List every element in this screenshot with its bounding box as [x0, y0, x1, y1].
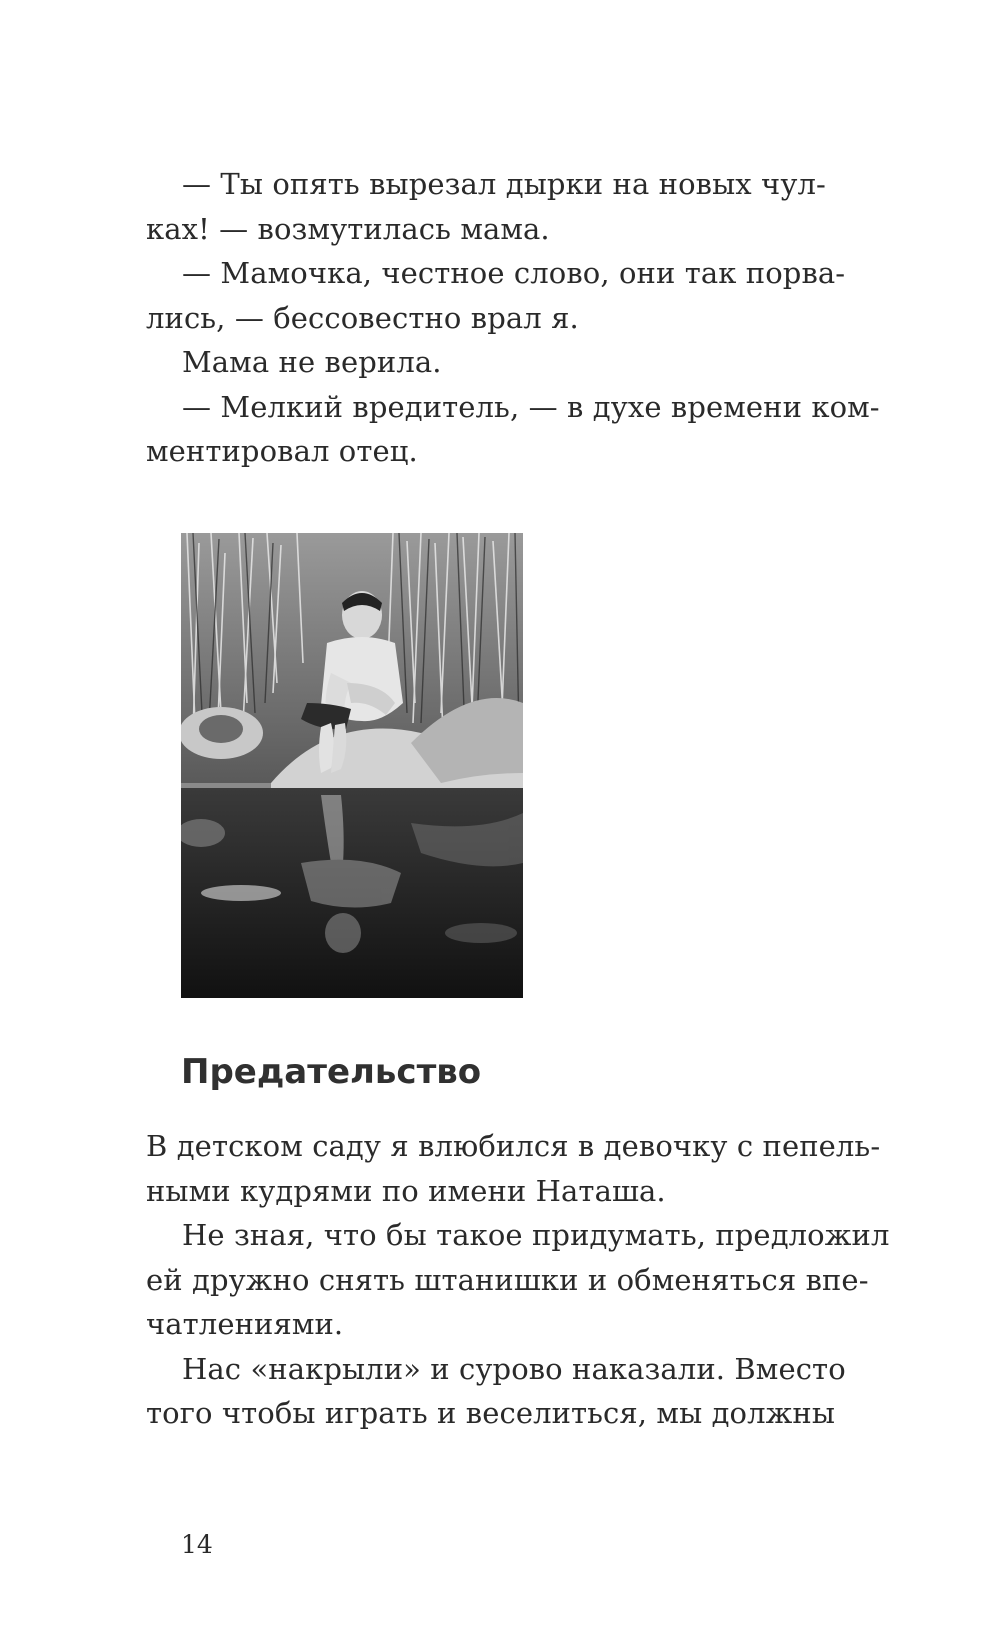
text-line: — Ты опять вырезал дырки на новых чул-: [182, 167, 826, 201]
text-line: Нас «накрыли» и сурово наказали. Вместо: [182, 1351, 846, 1386]
text-line: ках! — возмутилась мама.: [146, 211, 550, 246]
text-line: — Мелкий вредитель, — в духе времени ком-: [182, 389, 880, 424]
text-line: В детском саду я влюбился в девочку с пепель-: [146, 1129, 881, 1163]
black-and-white-photo: [181, 533, 523, 998]
text-line: того чтобы играть и веселиться, мы должны: [146, 1396, 836, 1430]
text-line: чатлениями.: [146, 1307, 344, 1341]
text-line: — Мамочка, честное слово, они так порва-: [182, 256, 846, 290]
section-text-block: [146, 1124, 890, 1436]
text-line: ей дружно снять штанишки и обменяться впе-: [146, 1262, 869, 1297]
top-text-block: [146, 162, 886, 474]
text-line: лись, — бессовестно врал я.: [146, 300, 579, 335]
section-heading: Предательство: [181, 1052, 482, 1092]
text-line: Мама не верила.: [182, 345, 442, 379]
text-line: Не зная, что бы такое придумать, предложил: [182, 1218, 890, 1252]
page-number: 14: [181, 1530, 213, 1559]
text-line: ментировал отец.: [146, 434, 418, 468]
text-line: ными кудрями по имени Наташа.: [146, 1173, 666, 1208]
